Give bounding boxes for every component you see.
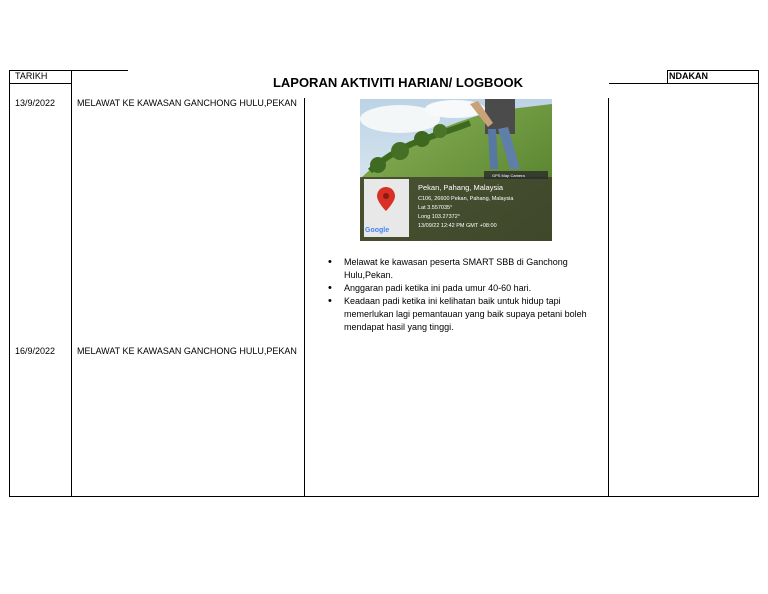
photo-timestamp: 13/09/22 12:42 PM GMT +08:00	[418, 223, 497, 229]
row2-activity: MELAWAT KE KAWASAN GANCHONG HULU,PEKAN	[77, 346, 297, 356]
table-bottom-border	[9, 496, 759, 497]
photo-longitude: Long 103.27372°	[418, 214, 460, 220]
activity-notes	[328, 256, 598, 334]
table-right-border	[758, 70, 759, 496]
note-item: • Anggaran padi ketika ini pada umur 40-60 hari.	[328, 282, 598, 295]
header-bottom-line-right	[609, 83, 759, 84]
header-bottom-line-date	[9, 83, 72, 84]
column-divider-notes	[608, 98, 609, 496]
svg-text:Google: Google	[365, 227, 390, 234]
photo-latitude: Lat 3.557035°	[418, 205, 453, 211]
site-photo	[360, 99, 552, 241]
header-action-left-edge	[667, 70, 668, 83]
note-item: • Melawat ke kawasan peserta SMART SBB di Ganchong Hulu,Pekan.	[328, 256, 598, 282]
column-divider-activity	[304, 98, 305, 496]
row1-date: 13/9/2022	[15, 98, 56, 108]
row1-activity: MELAWAT KE KAWASAN GANCHONG HULU,PEKAN	[77, 98, 297, 108]
gps-badge-text: GPS Map Camera	[492, 173, 525, 178]
header-date: TARIKH	[15, 71, 48, 81]
photo-address: C106, 26600 Pekan, Pahang, Malaysia	[418, 196, 514, 202]
column-divider-date	[71, 70, 72, 496]
row2-date: 16/9/2022	[15, 346, 56, 356]
header-action: NDAKAN	[669, 71, 708, 81]
note-item: • Keadaan padi ketika ini kelihatan baik untuk hidup tapi memerlukan lagi pemantauan yang baik supaya petani boleh mendapat hasil yang tinggi.	[328, 295, 598, 334]
photo-location: Pekan, Pahang, Malaysia	[418, 183, 504, 192]
page-title: LAPORAN AKTIVITI HARIAN/ LOGBOOK	[210, 74, 586, 91]
table-left-border	[9, 70, 10, 496]
